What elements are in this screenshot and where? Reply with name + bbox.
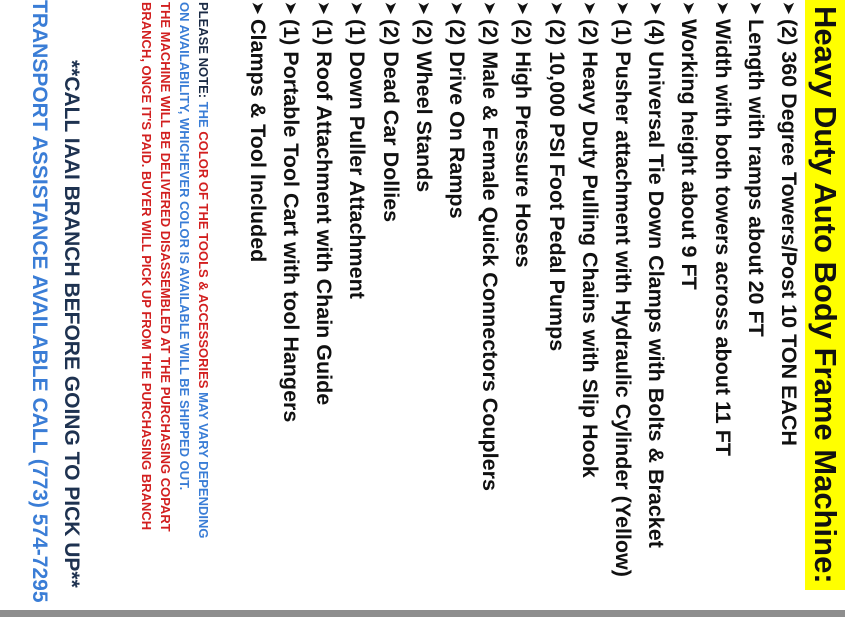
equipment-list-item: ➤ (1) Pusher attachment with Hydraulic Cylinder (Yellow) <box>606 0 639 577</box>
call-iaai-text: **CALL IAAI BRANCH BEFORE GOING TO PICK UP** <box>60 60 83 588</box>
equipment-list-item: ➤ (2) Heavy Duty Pulling Chains with Slip Hook <box>573 0 606 577</box>
equipment-list <box>241 0 805 577</box>
arrow-bullet-icon: ➤ <box>414 1 432 15</box>
equipment-list-item: ➤ Working height about 9 FT <box>672 0 705 577</box>
note-line-3: THE MACHINE WILL BE DELIVERED DISASSEMBLED AT THE PURCHASING COPART <box>158 2 173 532</box>
arrow-bullet-icon: ➤ <box>746 1 764 15</box>
flyer-title: Heavy Duty Auto Body Frame Machine: <box>805 0 845 590</box>
arrow-bullet-icon: ➤ <box>282 1 300 15</box>
arrow-bullet-icon: ➤ <box>348 1 366 15</box>
arrow-bullet-icon: ➤ <box>481 1 499 15</box>
arrow-bullet-icon: ➤ <box>514 1 532 15</box>
note-label: PLEASE NOTE: <box>196 2 211 99</box>
arrow-bullet-icon: ➤ <box>315 1 333 15</box>
arrow-bullet-icon: ➤ <box>448 1 466 15</box>
equipment-list-item: ➤ Width with both towers across about 11 FT <box>705 0 738 577</box>
equipment-list-item: ➤ (1) Down Puller Attachment <box>340 0 373 577</box>
viewer-scrollbar-track[interactable] <box>0 610 845 617</box>
equipment-list-item: ➤ (2) Wheel Stands <box>407 0 440 577</box>
note-color-highlight: COLOR OF THE TOOLS & ACCESSORIES <box>196 131 211 389</box>
equipment-list-item: ➤ (2) 10,000 PSI Foot Pedal Pumps <box>540 0 573 577</box>
equipment-list-item: ➤ Length with ramps about 20 FT <box>739 0 772 577</box>
please-note-block <box>137 2 213 617</box>
note-line-2: ON AVAILABILITY, WHICHEVER COLOR IS AVAILABLE WILL BE SHIPPED OUT. <box>177 2 192 491</box>
note-line-1: PLEASE NOTE: THE COLOR OF THE TOOLS & ACCESSORIES MAY VARY DEPENDING <box>196 2 211 539</box>
equipment-list-item: ➤ Clamps & Tool Included <box>241 0 274 577</box>
note-line-4: BRANCH, ONCE IT'S PAID. BUYER WILL PICK UP FROM THE PURCHASING BRANCH <box>139 2 154 531</box>
equipment-list-item: ➤ (1) Portable Tool Cart with tool Hangers <box>274 0 307 577</box>
arrow-bullet-icon: ➤ <box>547 1 565 15</box>
arrow-bullet-icon: ➤ <box>580 1 598 15</box>
transport-assistance-text: TRANSPORT ASSISTANCE AVAILABLE CALL (773) 574-7295 <box>28 0 51 603</box>
arrow-bullet-icon: ➤ <box>779 1 797 15</box>
arrow-bullet-icon: ➤ <box>680 1 698 15</box>
equipment-list-item: ➤ (2) 360 Degree Towers/Post 10 TON EACH <box>772 0 805 577</box>
arrow-bullet-icon: ➤ <box>647 1 665 15</box>
arrow-bullet-icon: ➤ <box>381 1 399 15</box>
equipment-list-item: ➤ (1) Roof Attachment with Chain Guide <box>307 0 340 577</box>
equipment-list-item: ➤ (4) Universal Tie Down Clamps with Bolts & Bracket <box>639 0 672 577</box>
equipment-list-item: ➤ (2) Male & Female Quick Connectors Couplers <box>473 0 506 577</box>
equipment-list-item: ➤ (2) Dead Car Dollies <box>374 0 407 577</box>
arrow-bullet-icon: ➤ <box>248 1 266 15</box>
equipment-list-item: ➤ (2) High Pressure Hoses <box>506 0 539 577</box>
equipment-list-item: ➤ (2) Drive On Ramps <box>440 0 473 577</box>
arrow-bullet-icon: ➤ <box>613 1 631 15</box>
arrow-bullet-icon: ➤ <box>713 1 731 15</box>
